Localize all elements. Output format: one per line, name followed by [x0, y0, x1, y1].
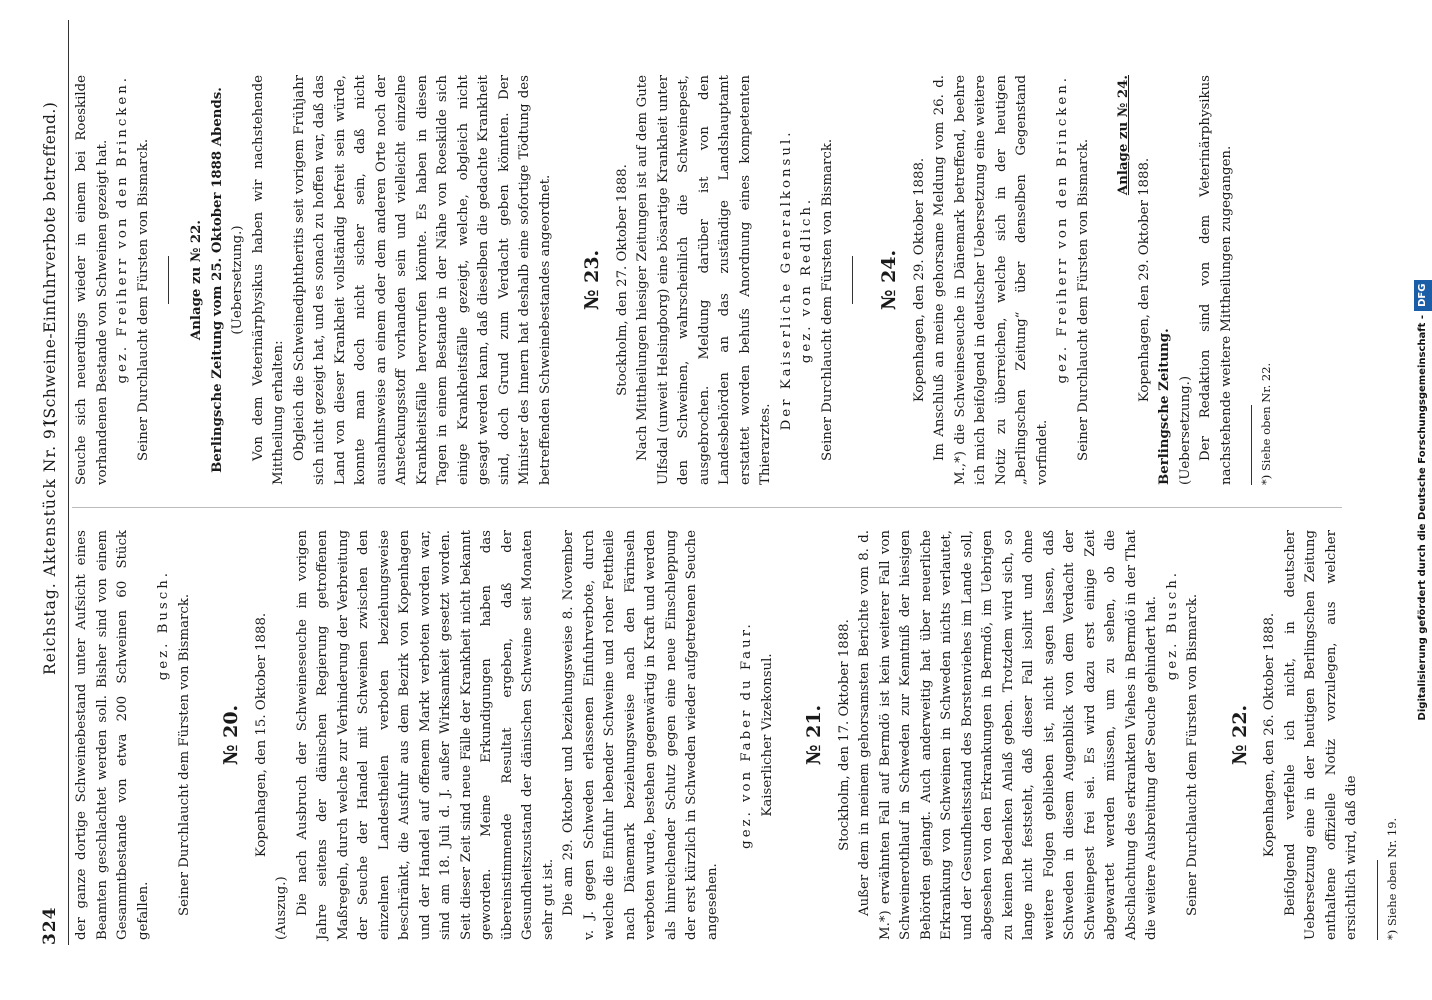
anlage-24-title: Anlage zu № 24. — [1116, 75, 1131, 196]
n20-paragraph-1: Die nach Ausbruch der Schweineseuche im vorigen Jahre seitens der dänischen Regierung getroffenen Maßregeln, durch welche zur Verhinderung der Verbreitung der Seuche der Handel mit Schweinen zwischen den einzelnen Landestheilen verboten beziehungsweise beschränkt, die Ausfuhr aus dem Bezirk von Kopenhagen und der Handel auf offenem Markt verboten worden war, sind am 18. Juli d. J. außer Wirksamkeit gesetzt worden. Seit dieser Zeit sind neue Fälle der Krankheit nicht bekannt geworden. Meine Erkundigungen haben das übereinstimmende Resultat ergeben, daß der Gesundheitszustand der dänischen Schweine seit Monaten sehr gut ist. — [294, 530, 556, 940]
section-number-24: № 24. — [878, 249, 900, 311]
anlage-22-subtitle: Berlingsche Zeitung vom 25. Oktober 1888 Abends. — [209, 87, 225, 473]
section-number-20: № 20. — [220, 704, 242, 766]
left-column — [72, 530, 1400, 940]
anlage-24-uebersetzung: (Uebersetzung.) — [1177, 375, 1193, 485]
right-footnote-rule — [1251, 405, 1252, 485]
right-footnote: *) Siehe oben Nr. 22. — [1259, 362, 1273, 485]
anlage-24-paragraph-1: Der Redaktion sind von dem Veterinärphysikus nachstehende weitere Mittheilungen zugegangen. — [1198, 75, 1234, 485]
n24-place-date: Kopenhagen, den 29. Oktober 1888. — [911, 157, 927, 403]
separator-rule — [168, 256, 169, 304]
n23-signature: gez. von Redlich. — [799, 196, 814, 364]
separator-rule-2 — [852, 256, 853, 304]
anlage-22-paragraph-2: Obgleich die Schweinediphtheritis seit vorigem Frühjahr sich nicht gezeigt hat, und es sonach zu hoffen war, daß das Land von dieser Krankheit vollständig befreit sein würde, konnte man doch nicht sicher sein, daß nicht ausnahmsweise an einem oder dem anderen Orte noch der Ansteckungsstoff vorhanden sein und vielleicht einzelne Krankheitsfälle hervorrufen könnte. Es haben in diesen Tagen in einem Bestande in der Nähe von Roeskilde sich einige Krankheitsfälle gezeigt, welche, obgleich nicht gesagt werden kann, daß dieselben die gedachte Krankheit sind, doch Grund zum Verdacht geben könnten. Der Minister des Innern hat deshalb eine sofortige Tödtung des betreffenden Schweinebestandes angeordnet. — [291, 75, 553, 485]
n20-place-date: Kopenhagen, den 15. Oktober 1888. — [253, 612, 269, 858]
anlage-22-title: Anlage zu № 22. — [189, 219, 204, 341]
n20-title: Kaiserlicher Vizekonsul. — [759, 653, 775, 817]
header-rule — [68, 20, 69, 945]
left-footnote: *) Siehe oben Nr. 19. — [1384, 817, 1399, 940]
right-intro-signature: gez. Freiherr von den Brincken. — [115, 75, 130, 384]
n21-place-date: Stockholm, den 17. Oktober 1888. — [836, 619, 852, 851]
header-title: Reichstag. Aktenstück Nr. 91. — [41, 411, 59, 675]
left-intro-text: der ganze dortige Schweinebestand unter Aufsicht eines Beamten geschlachtet werden soll. Bisher sind von einem Gesammtbestande von etwa 200 Schweinen 60 Stück gefallen. — [74, 530, 151, 940]
section-number-23: № 23. — [581, 249, 603, 311]
section-number-22: № 22. — [1228, 704, 1251, 766]
n20-signature: gez. von Faber du Faur. — [739, 621, 754, 849]
n21-address: Seiner Durchlaucht dem Fürsten von Bismarck. — [1185, 593, 1200, 916]
dfg-logo: DFG — [1414, 280, 1432, 311]
n24-signature: gez. Freiherr von den Brincken. — [1055, 75, 1070, 384]
n21-paragraph-1: Außer dem in meinem gehorsamsten Berichte vom 8. d. M.*) erwähnten Fall auf Bermdö ist kein weiterer Fall von Schweinerothlauf in Schweden zur Kenntniß der hiesigen Behörden gelangt. Auch anderweitig hat über neuerliche Erkrankung von Schweinen in Schweden nichts verlautet, und der Gesundheitsstand des Borstenviehes im Lande soll, abgesehen von den Erkrankungen in Bermdö, im Uebrigen zu keinen Bedenken Anlaß geben. Trotzdem wird sich, so lange nicht feststeht, daß dieser Fall isolirt und ohne weitere Folgen geblieben ist, nicht sagen lassen, daß Schweden in diesem Augenblick von dem Verdacht der Schweinepest frei sei. Es wird dazu erst einige Zeit abgewartet werden müssen, um zu sehen, ob die Abschlachtung des erkrankten Viehes in Bermdö in der That die weitere Ausbreitung der Seuche gehindert hat. — [857, 530, 1159, 940]
anlage-24-place-date: Kopenhagen, den 29. Oktober 1888. — [1136, 157, 1152, 403]
digitization-watermark — [1414, 10, 1432, 990]
n23-title: Der Kaiserliche Generalkonsul. — [778, 129, 794, 431]
n23-place-date: Stockholm, den 27. Oktober 1888. — [614, 164, 630, 396]
header-subject: (Schweine-Einfuhrverbote betreffend.) — [41, 101, 59, 425]
n23-paragraph-1: Nach Mittheilungen hiesiger Zeitungen ist auf dem Gute Ulfsdal (unweit Helsingborg) eine bösartige Krankheit unter den Schweinen, wahrscheinlich die Schweinepest, ausgebrochen. Meldung darüber ist von den Landesbehörden an das zuständige Landshauptamt erstattet worden behufs Anordnung eines kompetenten Thierarztes. — [635, 75, 773, 485]
n22-place-date: Kopenhagen, den 26. Oktober 1888. — [1262, 612, 1277, 858]
n24-address: Seiner Durchlaucht dem Fürsten von Bismarck. — [1075, 138, 1091, 461]
right-intro-address: Seiner Durchlaucht dem Fürsten von Bismarck. — [135, 138, 151, 461]
section-number-21: № 21. — [803, 704, 825, 766]
right-column — [72, 75, 1274, 485]
n20-paragraph-2: Die am 29. Oktober und beziehungsweise 8. November v. J. gegen Schweden erlassenen Einfuhrverbote, durch welche die Einfuhr lebender Schweine und roher Fettheile nach Dänemark beziehungsweise nach den Färinseln verboten wurde, bestehen gegenwärtig in Kraft und werden als hinreichender Schutz gegen eine neue Einschleppung der erst kürzlich in Schweden wieder aufgetretenen Seuche angesehen. — [561, 530, 720, 940]
left-intro-signature: gez. Busch. — [156, 570, 171, 681]
n24-paragraph-1: Im Anschluß an meine gehorsame Meldung vom 26. d. M.,*) die Schweineseuche in Dänemark betreffend, beehre ich mich beifolgend in deutscher Uebersetzung eine weitere Notiz zu überreichen, welche sich in der heutigen „Berlingschen Zeitung“ über denselben Gegenstand vorfindet. — [932, 75, 1050, 485]
page-number: 324 — [40, 906, 60, 945]
anlage-24-subtitle: Berlingsche Zeitung. — [1157, 328, 1172, 485]
n20-auszug: (Auszug.) — [274, 876, 289, 940]
column-divider — [72, 507, 1342, 508]
left-intro-address: Seiner Durchlaucht dem Fürsten von Bismarck. — [176, 593, 192, 916]
n22-paragraph-1: Beifolgend verfehle ich nicht, in deutscher Uebersetzung eine in der heutigen Berlingschen Zeitung enthaltene offizielle Notiz vorzulegen, aus welcher ersichtlich wird, daß die — [1282, 530, 1359, 940]
anlage-22-uebersetzung: (Uebersetzung.) — [230, 225, 245, 335]
n21-signature: gez. Busch. — [1164, 570, 1180, 681]
page-header — [40, 25, 70, 945]
right-intro-text: Seuche sich neuerdings wieder in einem bei Roeskilde vorhandenen Bestande von Schweinen gezeigt hat. — [74, 75, 110, 485]
anlage-22-paragraph-1: Von dem Veterinärphysikus haben wir nachstehende Mittheilung erhalten: — [250, 75, 286, 485]
left-footnote-rule — [1377, 860, 1378, 940]
watermark-text: Digitalisierung gefördert durch die Deutsche Forschungsgemeinschaft - — [1417, 314, 1428, 721]
n23-address: Seiner Durchlaucht dem Fürsten von Bismarck. — [819, 138, 835, 461]
